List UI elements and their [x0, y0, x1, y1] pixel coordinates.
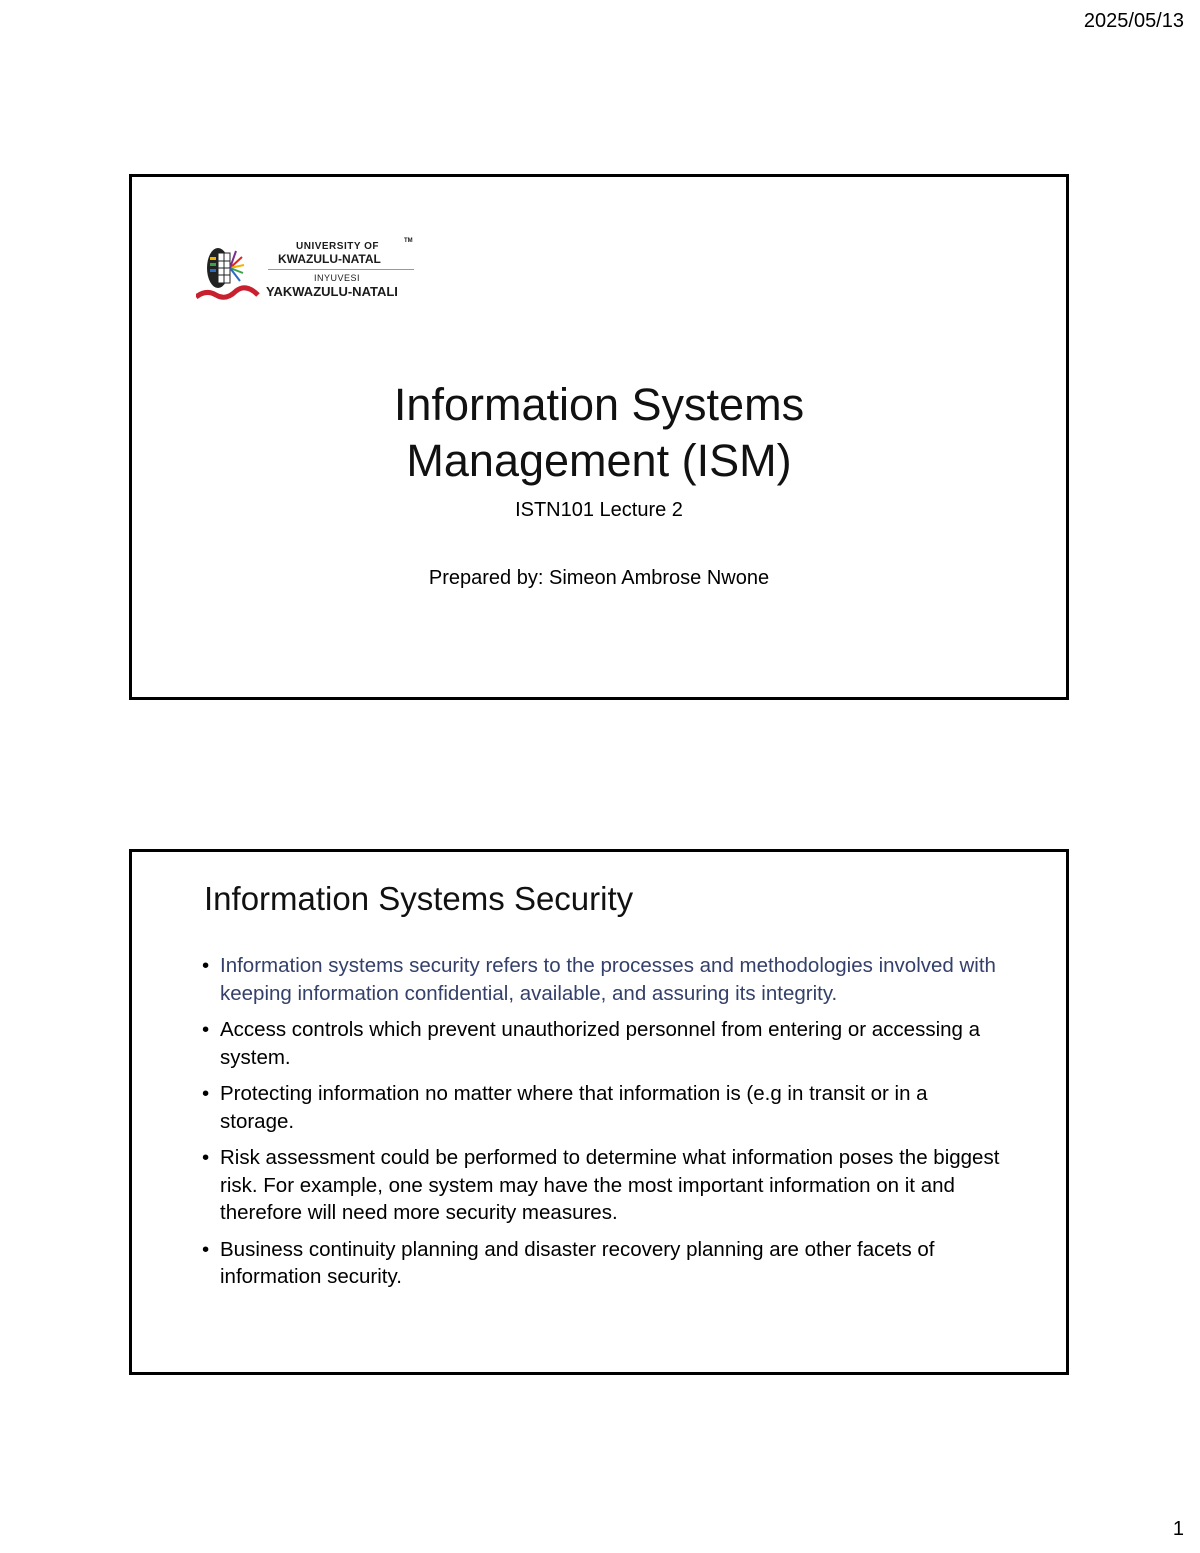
bullet-icon: • [202, 1018, 210, 1041]
logo-text-inyuvesi: INYUVESI [314, 273, 361, 283]
bullet-text: Information systems security refers to the processes and methodologies involved with keeping information confidential, available, and assuring its integrity. [220, 954, 996, 1005]
bullet-icon: • [202, 1082, 210, 1105]
print-date: 2025/05/13 [1083, 10, 1184, 32]
bullet-text: Protecting information no matter where that information is (e.g in transit or in a storage. [220, 1082, 928, 1133]
title-slide [129, 174, 1069, 700]
bullet-icon: • [202, 1146, 210, 1169]
slide-title [132, 377, 1066, 489]
logo-text-university-of: UNIVERSITY OF [296, 241, 379, 252]
page-number: 1 [1172, 1518, 1184, 1540]
content-slide [129, 849, 1069, 1375]
bullet-list [202, 952, 1002, 1300]
bullet-text: Risk assessment could be performed to determine what information poses the biggest risk. For example, one system may have the most important information on it and therefore will need more security measures. [220, 1146, 1000, 1224]
bullet-icon: • [202, 954, 210, 977]
bullet-text: Business continuity planning and disaster recovery planning are other facets of information security. [220, 1237, 935, 1288]
bullet-item [202, 1236, 1002, 1291]
slide-author: Prepared by: Simeon Ambrose Nwone [428, 567, 770, 589]
bullet-icon: • [202, 1237, 210, 1261]
logo-text-kwazulu-natal: KWAZULU-NATAL [278, 252, 381, 266]
bullet-item [202, 1144, 1002, 1227]
bullet-item [202, 1080, 1002, 1135]
university-logo [196, 235, 416, 305]
slide-title-line-1: Information Systems [393, 379, 805, 430]
slide-subtitle: ISTN101 Lecture 2 [515, 499, 683, 521]
slide-heading: Information Systems Security [204, 880, 634, 917]
slide-title-line-2: Management (ISM) [406, 435, 792, 486]
logo-divider [268, 269, 414, 270]
logo-trademark: TM [404, 238, 413, 244]
logo-text-yakwazulu-natali: YAKWAZULU-NATALI [266, 284, 398, 299]
bullet-item [202, 952, 1002, 1007]
shield-emblem-icon [196, 235, 268, 305]
bullet-item [202, 1016, 1002, 1071]
bullet-text: Access controls which prevent unauthorized personnel from entering or accessing a system. [220, 1018, 981, 1069]
